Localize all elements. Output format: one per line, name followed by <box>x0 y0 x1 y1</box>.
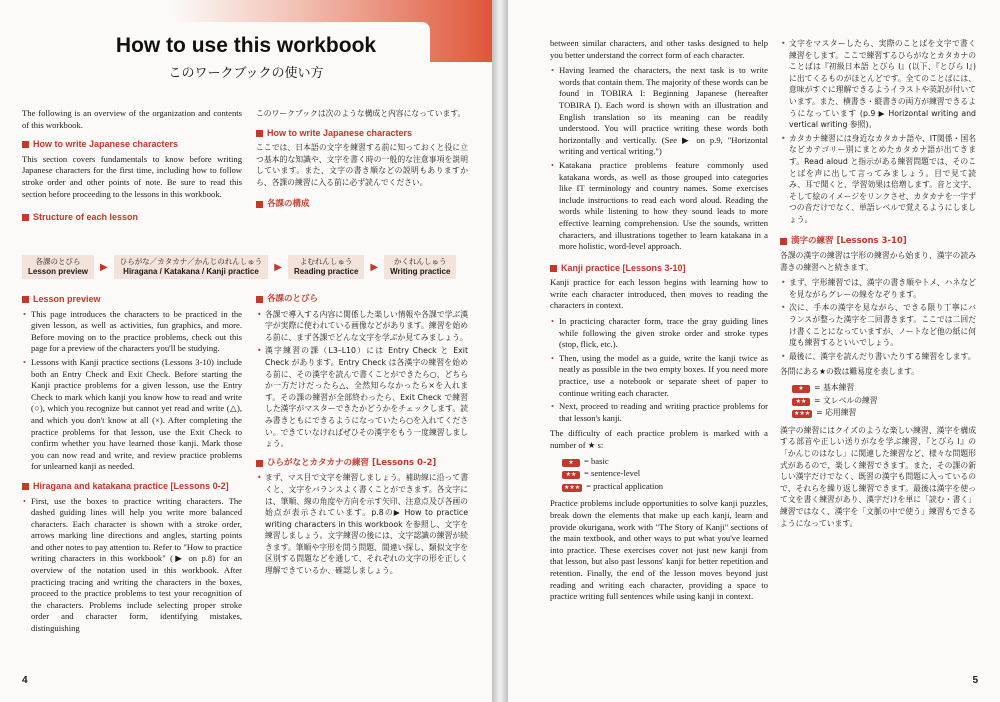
left-jp-column-bottom <box>256 286 468 581</box>
left-en-column-bottom <box>22 286 242 639</box>
difficulty-legend-jp <box>792 382 976 419</box>
star-badge-icon: ★★ <box>792 398 810 406</box>
flow-step-reading: よむれんしゅう Reading practice <box>288 255 364 279</box>
star-badge-icon: ★ <box>792 385 810 393</box>
legend-row: ★ = basic <box>562 456 768 468</box>
star-badge-icon: ★ <box>562 459 580 467</box>
right-en-column <box>550 38 768 607</box>
list-item: • まず、字形練習では、漢字の書き順やトメ、ハネなどを見ながらグレーの線をなぞります。 <box>780 277 976 300</box>
how-to-write-body-en: This section covers fundamentals to know before writing Japanese characters for the first time, including how to follow stroke order and other points of note. Be sure to read this section before proceeding to the lessons in this workbook. <box>22 153 242 199</box>
star-badge-icon: ★★★ <box>564 484 581 491</box>
list-item: • Next, proceed to reading and writing practice problems for that lesson's kanji. <box>550 401 768 424</box>
square-bullet-icon <box>256 296 263 303</box>
list-item: • This page introduces the characters to be practiced in the given lesson, as well as activities, fun graphics, and more. Before moving on to the practice problems, check out this page for a preview of the characters you'll be studying. <box>22 309 242 355</box>
legend-row: ★★★ = 応用練習 <box>794 408 857 418</box>
flow-step-practice: ひらがな／カタカナ／かんじのれんしゅう Hiragana / Katakana / Kanji practice <box>114 255 269 279</box>
square-bullet-icon <box>256 201 263 208</box>
heading-how-to-write-jp: How to write Japanese characters <box>256 128 468 140</box>
difficulty-legend-en <box>562 456 768 493</box>
list-item: • Katakana practice problems feature commonly used katakana words, as well as those grouped into categories like IT terminology and country names. Some exercises include instructions to read each word aloud. Reading the words while listening to how they sound leads to more effective learning comprehension. Use the sounds, written characters, and illustrations together to learn katakana in a more holistic, word-level approach. <box>550 160 768 253</box>
arrow-right-icon: ▶ <box>370 261 379 273</box>
legend-row: ★★★ = practical application <box>564 480 664 491</box>
kanji-list-en <box>550 316 768 424</box>
lesson-structure-flow <box>22 253 460 281</box>
heading-hiragana-en: Hiragana and katakana practice [Lessons 0-2] <box>22 481 242 493</box>
square-bullet-icon <box>22 141 29 148</box>
how-to-write-body-jp: ここでは、日本語の文字を練習する前に知っておくと役に立つ基本的な知識や、文字を書く時の一般的な注意事項を説明しています。また、文字の書き順などの説明もありますから、各課の練習に入る前に必ず読んでください。 <box>256 143 468 187</box>
list-item: • 最後に、漢字を読んだり書いたりする練習をします。 <box>780 351 976 363</box>
arrow-right-icon: ▶ <box>100 261 108 273</box>
kanji-body-jp: 漢字の練習にはクイズのような楽しい練習、漢字を構成する部首や正しい送りがなを学ぶ練習、『とびら I』の「かんじのはなし」に関連した練習など、様々な問題形式があるので、楽しく練習できます。また、その課の新しい漢字だけでなく、既習の漢字も問題に入っているので、それらを繰り返し練習できます。最後は漢字を使って文を書く練習があり、漢字だけを単に「読む・書く」練習ではなく、漢字を「文脈の中で使う」練習もできるようになっています。 <box>780 425 976 528</box>
heading-hiragana-jp: ひらがなとカタカナの練習 [Lessons 0-2] <box>256 458 468 470</box>
left-page <box>0 0 492 702</box>
words-list-jp <box>780 38 976 226</box>
heading-kanji-jp: 漢字の練習 [Lessons 3-10] <box>780 236 976 248</box>
flow-step-writing: かくれんしゅう Writing practice <box>384 255 456 279</box>
arrow-right-icon: ▶ <box>274 261 282 273</box>
legend-row: ★★ = sentence-level <box>562 468 768 480</box>
list-item: • 次に、手本の漢字を見ながら、できる限り丁寧にバランスが整った漢字を二回書きます。ここでは二回だけ書くことになっていますが、ノートなど他の紙に何度も練習するといいでしょう。 <box>780 302 976 348</box>
heading-how-to-write-en: How to write Japanese characters <box>22 139 242 151</box>
list-item: • カタカナ練習には身近なカタカナ語や、IT関係・国名などカテゴリー別にまとめたカタカナ語が出てきます。Read aloud と指示がある練習問題では、そのことばを声に出して言ってみましょう。目で見て読み、耳で聞くと、学習効果は倍増します。音と文字、そして絵のイメージをリンクさせ、カタカナを一字ずつの音だけでなく、単語レベルで覚えるようにしましょう。 <box>780 133 976 226</box>
list-item: • In practicing character form, trace the gray guiding lines while following the given stroke order and stroke types (stop, flick, etc.). <box>550 316 768 351</box>
right-jp-column <box>780 38 976 533</box>
page-title: How to use this workbook <box>115 34 377 57</box>
list-item: • 文字をマスターしたら、実際のことばを文字で書く練習をします。ここで練習するひらがなとカタカナのことばは『初級日本語 とびら I』(以下、『とびら I』) に出てくるものがほとんどです。全てのことばには、意味がすぐに理解できるようイラストや英訳が付いています。また、横書き・縦書きの両方が練習できるようになっています (p.9 ▶ Horizontal writing and vertical writing 参照)。 <box>780 38 976 131</box>
square-bullet-icon <box>780 238 787 245</box>
square-bullet-icon <box>22 214 29 221</box>
heading-structure-en: Structure of each lesson <box>22 212 242 224</box>
list-item: • まず、マス目で文字を練習しましょう。補助線に沿って書くと、文字をバランスよく書くことができます。各文字には、筆順、線の角度や方向を示す矢印、注意点及び各画の始点が表示されています。p.8の▶ How to practice writing characters in this workbook を参照し、文字を練習しましょう。文字練習の後には、文字認識の練習が続きます。筆順や字形を問う問題、間違い探し、類似文字を区別する問題などを通して、それぞれの文字の形を正しく理解できているか、確認しましょう。 <box>256 472 468 576</box>
page-title-jp: このワークブックの使い方 <box>168 66 324 81</box>
heading-kanji-en: Kanji practice [Lessons 3-10] <box>550 263 768 275</box>
list-item: • First, use the boxes to practice writing characters. The dashed guiding lines will help you write more balanced characters. Each character is shown with a stroke order, arrows marking line directions and angles, starting points and other notes to pay attention to. Refer to "How to practice writing characters in this workbook" (▶ on p.8) for an overview of the notation used in this workbook. After practicing tracing and writing the characters in the boxes, proceed to the practice problems to test your recognition of the characters. Problems include selecting proper stroke order and character form, identifying mistakes, distinguishing <box>22 496 242 635</box>
kanji-list-jp <box>780 277 976 362</box>
square-bullet-icon <box>22 296 29 303</box>
page-number: 4 <box>22 675 28 686</box>
left-en-column-top <box>22 108 242 227</box>
continued-text-en: between similar characters, and other tasks designed to help you better understand the correct form of each character. <box>550 38 768 60</box>
list-item: • 漢字練習の課（L3–L10）には Entry Check と Exit Check があります。Entry Check は各漢字の練習を始める前に、その漢字を読んで書くことができたら○、どちらか一方だけだったら△、全然知らなかったら×を入れます。その課の練習が全部終わったら、Exit Check で練習した漢字がマスターできたかどうかをチェックします。読み書きともにできるようになっていたら○を入れてください。できていなければぜひその漢字をもう一度練習しましょう。 <box>256 345 468 449</box>
book-gutter <box>492 0 508 702</box>
star-badge-icon: ★★ <box>562 471 580 479</box>
list-item: • 各課で導入する内容に関係した楽しい情報や各課で学ぶ漢字が実際に使われている画像などがあります。練習を始める前に、まず各課でどんな文字を学ぶか見てみましょう。 <box>256 309 468 344</box>
square-bullet-icon <box>550 265 557 272</box>
lesson-preview-list-en <box>22 309 242 473</box>
right-page <box>508 0 1000 702</box>
difficulty-jp: 各問にある★の数は難易度を表します。 <box>780 367 919 377</box>
star-badge-icon: ★★★ <box>794 410 811 418</box>
kanji-intro-jp: 各課の漢字の練習は字形の練習から始まり、漢字の読み書きの練習へと続きます。 <box>780 251 976 272</box>
heading-structure-jp: 各課の構成 <box>256 199 468 211</box>
difficulty-en: The difficulty of each practice problem is marked with a number of ★ s: <box>550 428 768 450</box>
intro-en: The following is an overview of the organization and contents of this workbook. <box>22 108 242 130</box>
page-number: 5 <box>972 675 978 686</box>
lesson-preview-list-jp <box>256 309 468 450</box>
heading-lesson-preview-en: Lesson preview <box>22 294 242 306</box>
square-bullet-icon <box>22 483 29 490</box>
intro-jp: このワークブックは次のような構成と内容になっています。 <box>256 109 466 118</box>
list-item: • Then, using the model as a guide, write the kanji twice as neatly as possible in the two empty boxes. If you need more practice, use a notebook or separate sheet of paper to continue writing each character. <box>550 353 768 399</box>
square-bullet-icon <box>256 460 263 467</box>
heading-lesson-preview-jp: 各課のとびら <box>256 294 468 306</box>
kanji-body-en: Practice problems include opportunities to solve kanji puzzles, break down the elements that make up each kanji, learn and provide okurigana, work with "The Story of Kanji" sections of the main textbook, and other ways to put what you've learned into practice. These exercises cover not just new kanji from that lesson, but also past lessons' kanji for better repetition and retention. Finally, the end of the lesson moves beyond just reading and writing each character, providing a space to practice writing full sentences while using kanji in context. <box>550 498 768 602</box>
flow-step-preview: 各課のとびら Lesson preview <box>22 255 94 279</box>
hiragana-list-en <box>22 496 242 635</box>
legend-row: ★ = 基本練習 <box>792 382 976 394</box>
legend-row: ★★ = 文レベルの練習 <box>792 395 976 407</box>
kanji-intro-en: Kanji practice for each lesson begins with learning how to write each character introduced, then moves to reading the characters in context. <box>550 277 768 311</box>
hiragana-list-jp <box>256 472 468 576</box>
left-jp-column-top <box>256 108 468 213</box>
list-item: • Having learned the characters, the next task is to write words that contain them. The majority of these words can be found in TOBIRA I: Beginning Japanese (hereafter TOBIRA I). Each word is shown with an illustration and English translation so its meaning can be readily understood. You will practice writing these words both horizontally and vertically. (See ▶ on p.9, "Horizontal writing and vertical writing.") <box>550 65 768 158</box>
list-item: • Lessons with Kanji practice sections (Lessons 3-10) include both an Entry Check and Exit Check. Before starting the Kanji practice problems for a given lesson, use the Entry Check to mark which kanji you know how to read and write (○), which you recognize but cannot yet read and write (△), and which you don't know at all (×). After completing the practice problems for that lesson, use the Exit Check to confirm whether you have learned those kanji. Mark those you can now read and write, and review practice problems for unlearned kanji as needed. <box>22 357 242 473</box>
square-bullet-icon <box>256 130 263 137</box>
words-list-en <box>550 65 768 253</box>
